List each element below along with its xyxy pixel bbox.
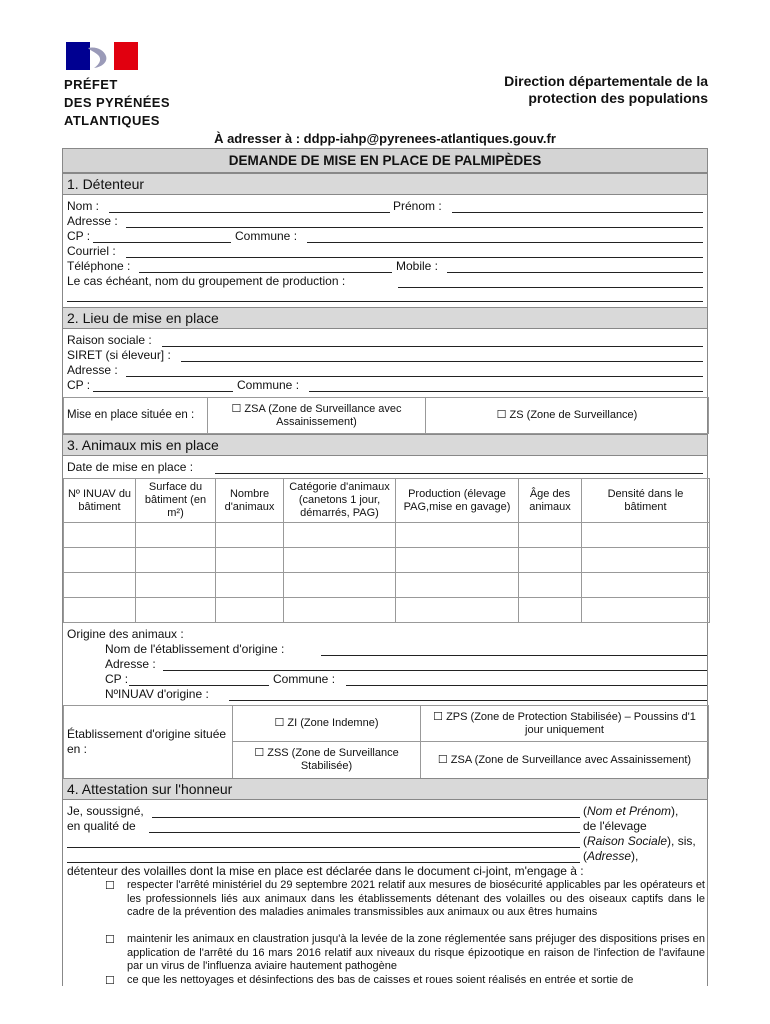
table-cell[interactable] <box>395 522 519 548</box>
table-cell[interactable] <box>63 522 136 548</box>
section-4-header: 4. Attestation sur l'honneur <box>63 778 707 800</box>
table-cell[interactable] <box>283 572 396 598</box>
table-cell[interactable] <box>63 547 136 573</box>
adresse-label: Adresse : <box>67 214 118 228</box>
table-header: Âge des animaux <box>518 478 582 523</box>
table-cell[interactable] <box>215 547 284 573</box>
cp-field[interactable] <box>93 242 231 243</box>
option-zps[interactable]: ☐ ZPS (Zone de Protection Stabilisée) – Poussins d'1 jour uniquement <box>420 705 709 742</box>
elevage-label: de l'élevage <box>583 819 647 833</box>
origine-commune-field[interactable] <box>346 685 707 686</box>
detenteur-text: détenteur des volailles dont la mise en place est déclarée dans le document ci-joint, m'engage à : <box>67 864 584 878</box>
lieu-commune-field[interactable] <box>309 391 703 392</box>
commune-label: Commune : <box>235 229 298 243</box>
telephone-label: Téléphone : <box>67 259 131 273</box>
adresse-hint: (Adresse), <box>583 849 639 863</box>
marianne-logo <box>66 42 138 70</box>
etab-situee-label: Établissement d'origine située en : <box>63 705 233 779</box>
inuav-origine-field[interactable] <box>229 700 707 701</box>
table-cell[interactable] <box>581 522 710 548</box>
courriel-field[interactable] <box>126 257 703 258</box>
checkbox-1[interactable]: ☐ <box>105 880 115 892</box>
lieu-cp-label: CP : <box>67 378 91 392</box>
siret-label: SIRET (si éleveur] : <box>67 348 171 362</box>
cp-label: CP : <box>67 229 91 243</box>
checkbox-2[interactable]: ☐ <box>105 934 115 946</box>
table-cell[interactable] <box>581 547 710 573</box>
table-cell[interactable] <box>581 597 710 623</box>
table-header: Production (élevage PAG,mise en gavage) <box>395 478 519 523</box>
section-2-header: 2. Lieu de mise en place <box>63 307 707 329</box>
groupement-label: Le cas échéant, nom du groupement de production : <box>67 274 346 288</box>
je-soussigne-field[interactable] <box>152 817 580 818</box>
nom-field[interactable] <box>109 212 390 213</box>
table-cell[interactable] <box>135 522 216 548</box>
table-header: Densité dans le bâtiment <box>581 478 710 523</box>
siret-field[interactable] <box>181 361 703 362</box>
raison-sociale-field[interactable] <box>162 346 703 347</box>
origine-cp-field[interactable] <box>129 685 269 686</box>
table-cell[interactable] <box>215 572 284 598</box>
nom-prenom-hint: (Nom et Prénom), <box>583 804 679 818</box>
table-cell[interactable] <box>518 522 582 548</box>
nom-etab-label: Nom de l'établissement d'origine : <box>105 642 285 656</box>
table-cell[interactable] <box>63 572 136 598</box>
telephone-field[interactable] <box>139 272 392 273</box>
engagement-2: maintenir les animaux en claustration jusqu'à la levée de la zone réglementée sans préjuger des dispositions prises en application de l'arrêté du 16 mars 2016 relatif aux niveaux du risque épizootique en raison de l'infection de l'avifaune par un virus de l'influenza aviaire hautement pathogène <box>127 933 705 972</box>
table-cell[interactable] <box>395 597 519 623</box>
date-label: Date de mise en place : <box>67 460 194 474</box>
send-to-address: À adresser à : ddpp-iahp@pyrenees-atlantiques.gouv.fr <box>214 131 556 146</box>
prenom-field[interactable] <box>452 212 703 213</box>
mise-en-place-label: Mise en place située en : <box>63 397 208 434</box>
origine-label: Origine des animaux : <box>67 627 184 641</box>
option-zsa-origine[interactable]: ☐ ZSA (Zone de Surveillance avec Assainissement) <box>420 741 709 779</box>
table-cell[interactable] <box>283 547 396 573</box>
raison-sociale-hint: (Raison Sociale), sis, <box>583 834 696 848</box>
lieu-adresse-label: Adresse : <box>67 363 118 377</box>
engagement-1: respecter l'arrêté ministériel du 29 septembre 2021 relatif aux mesures de biosécurité applicables par les opérateurs et les professionnels liés aux animaux dans les établissements détenant des volailles ou des oiseaux captifs dans le cadre de la prévention des maladies animales transmissibles aux animaux ou aux êtres humains <box>127 879 705 918</box>
prenom-label: Prénom : <box>393 199 442 213</box>
inuav-origine-label: NºINUAV d'origine : <box>105 687 209 701</box>
option-zsa[interactable]: ☐ ZSA (Zone de Surveillance avec Assainissement) <box>207 397 426 434</box>
option-zss[interactable]: ☐ ZSS (Zone de Surveillance Stabilisée) <box>232 741 421 779</box>
table-cell[interactable] <box>215 597 284 623</box>
section-1-header: 1. Détenteur <box>63 173 707 195</box>
nom-etab-field[interactable] <box>321 655 707 656</box>
table-cell[interactable] <box>518 597 582 623</box>
groupement-field[interactable] <box>398 287 703 288</box>
table-cell[interactable] <box>395 572 519 598</box>
table-cell[interactable] <box>63 597 136 623</box>
direction-title: Direction départementale de la protection des populations <box>504 73 708 106</box>
origine-adresse-field[interactable] <box>163 670 707 671</box>
engagement-3: ce que les nettoyages et désinfections des bas de caisses et roues soient réalisés en entrée et sortie de <box>127 974 634 986</box>
qualite-label: en qualité de <box>67 819 136 833</box>
qualite-field[interactable] <box>149 832 580 833</box>
table-cell[interactable] <box>135 572 216 598</box>
form <box>62 148 708 986</box>
origine-commune-label: Commune : <box>273 672 336 686</box>
adresse-attest-field[interactable] <box>67 862 580 863</box>
date-field[interactable] <box>215 473 703 474</box>
table-header: Catégorie d'animaux (canetons 1 jour, démarrés, PAG) <box>283 478 396 523</box>
table-cell[interactable] <box>135 597 216 623</box>
table-header: Nº INUAV du bâtiment <box>63 478 136 523</box>
je-soussigne-label: Je, soussigné, <box>67 804 144 818</box>
option-zs[interactable]: ☐ ZS (Zone de Surveillance) <box>425 397 709 434</box>
origine-cp-label: CP : <box>105 672 129 686</box>
table-cell[interactable] <box>518 572 582 598</box>
table-cell[interactable] <box>135 547 216 573</box>
table-cell[interactable] <box>283 597 396 623</box>
form-title: DEMANDE DE MISE EN PLACE DE PALMIPÈDES <box>63 149 707 173</box>
lieu-adresse-field[interactable] <box>126 376 703 377</box>
table-header: Nombre d'animaux <box>215 478 284 523</box>
mobile-label: Mobile : <box>396 259 439 273</box>
table-cell[interactable] <box>215 522 284 548</box>
courriel-label: Courriel : <box>67 244 116 258</box>
table-cell[interactable] <box>581 572 710 598</box>
groupement-field-2[interactable] <box>67 301 703 302</box>
section-3-header: 3. Animaux mis en place <box>63 434 707 456</box>
option-zi[interactable]: ☐ ZI (Zone Indemne) <box>232 705 421 742</box>
table-cell[interactable] <box>395 547 519 573</box>
lieu-cp-field[interactable] <box>93 391 233 392</box>
raison-sociale-label: Raison sociale : <box>67 333 152 347</box>
nom-label: Nom : <box>67 199 100 213</box>
table-cell[interactable] <box>518 547 582 573</box>
table-header: Surface du bâtiment (en m²) <box>135 478 216 523</box>
checkbox-3[interactable]: ☐ <box>105 975 115 987</box>
lieu-commune-label: Commune : <box>237 378 300 392</box>
raison-sociale-attest-field[interactable] <box>67 847 580 848</box>
commune-field[interactable] <box>307 242 703 243</box>
table-cell[interactable] <box>283 522 396 548</box>
prefet-title: PRÉFET DES PYRÉNÉES ATLANTIQUES <box>64 77 170 128</box>
adresse-field[interactable] <box>126 227 703 228</box>
mobile-field[interactable] <box>447 272 703 273</box>
origine-adresse-label: Adresse : <box>105 657 156 671</box>
